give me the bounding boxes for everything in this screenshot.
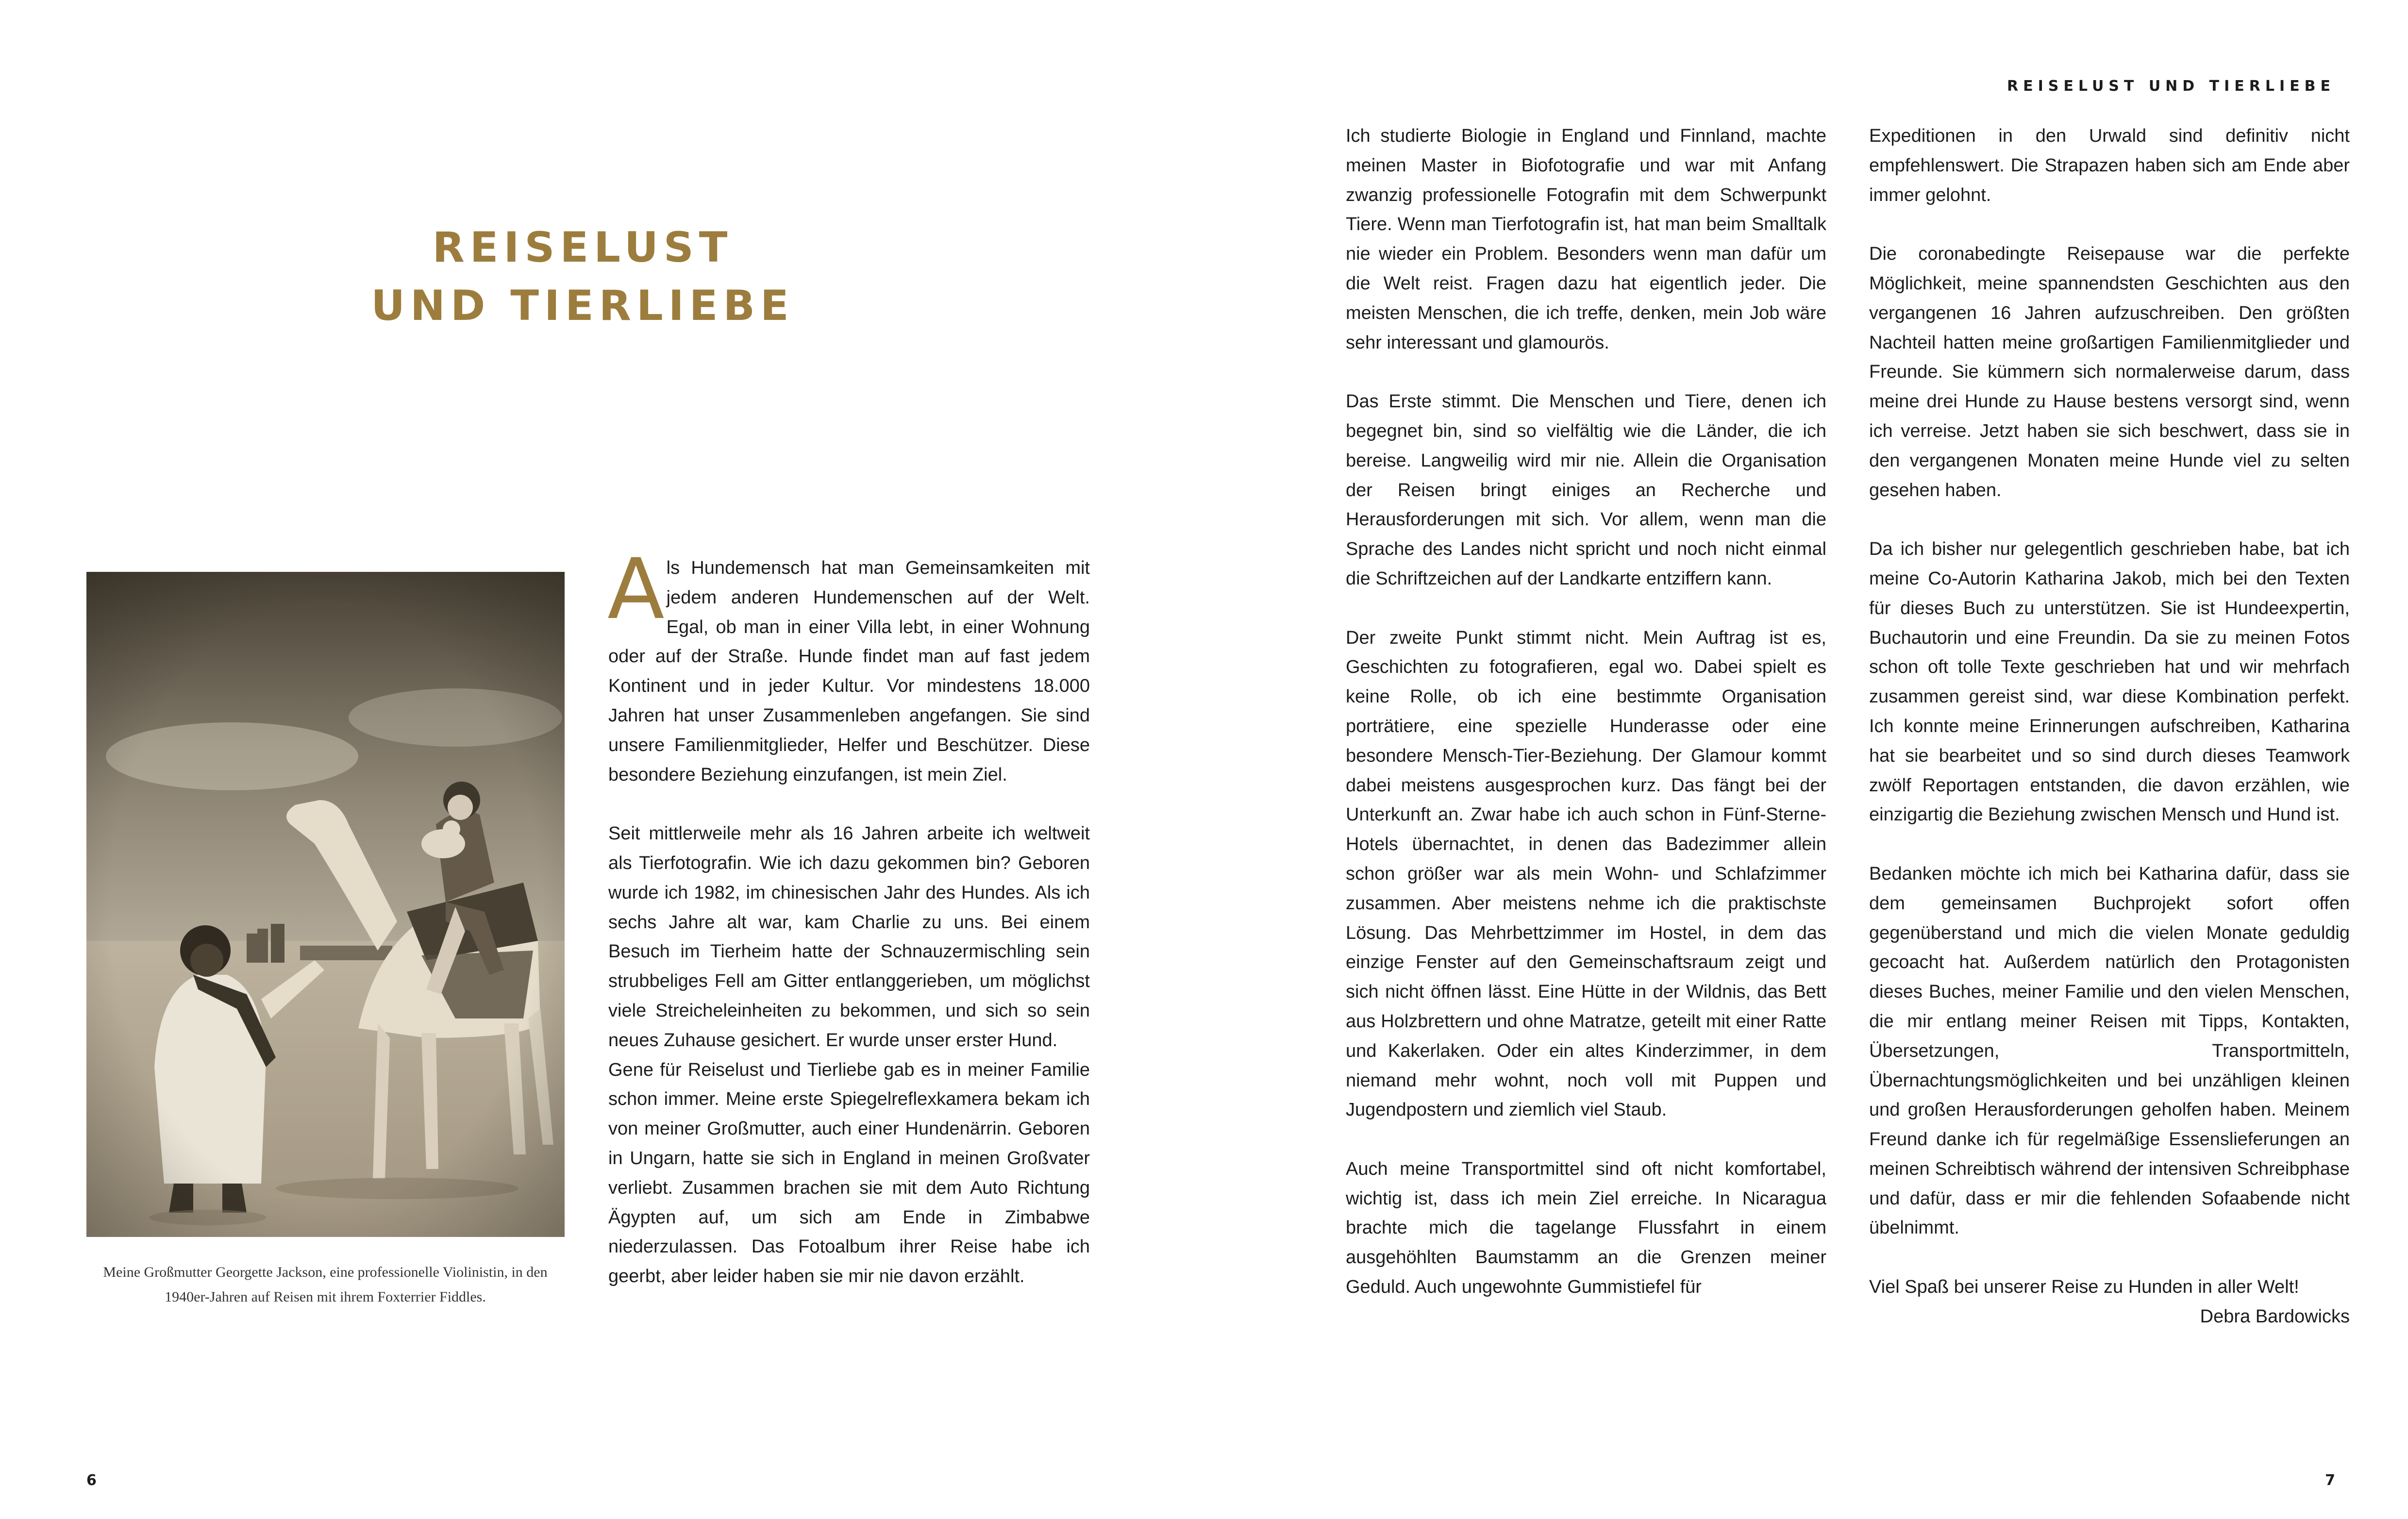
running-head: REISELUST UND TIERLIEBE bbox=[2007, 78, 2335, 95]
body-paragraph: Das Erste stimmt. Die Menschen und Tiere, denen ich begegnet bin, sind so vielfältig wie die Länder, die ich bereise. Langweilig wird mir nie. Allein die Organisation der Reisen bringt einiges an Recherche und Herausforderungen mit sich. Vor allem, wenn man die Sprache des Landes nicht spricht und noch nicht einmal die Schriftzeichen auf der Landkarte entziffern kann. bbox=[1346, 391, 1826, 589]
photo-caption: Meine Großmutter Georgette Jackson, eine professionelle Violinistin, in den 1940er-Jahren auf Reisen mit ihrem Foxterrier Fiddles. bbox=[103, 1264, 548, 1305]
text-column-1 bbox=[607, 540, 1090, 1291]
body-paragraph: Seit mittlerweile mehr als 16 Jahren arbeite ich weltweit als Tierfotografin. Wie ich dazu gekommen bin? Geboren wurde ich 1982, im chinesischen Jahr des Hundes. Als ich sechs Jahre alt war, kam Charlie zu uns. Bei einem Besuch im Tierheim hatte der Schnauzermischling sein strubbeliges Fell am Gitter entlanggerieben, um möglichst viele Streicheleinheiten zu bekommen, und sich so sein neues Zuhause gesichert. Er wurde unser erster Hund. bbox=[608, 823, 1090, 1051]
vintage-photo bbox=[86, 572, 565, 1237]
chapter-title bbox=[311, 218, 854, 335]
chapter-title-line-1: REISELUST bbox=[432, 223, 733, 272]
paragraph-text: ls Hundemensch hat man Gemeinsamkeiten mit jedem anderen Hundemenschen auf der Welt. Egal, ob man in einer Villa lebt, in einer Wohnung oder auf der Straße. Hunde findet man auf fast jedem Kontinent und in jeder Kultur. Vor mindestens 18.000 Jahren hat unser Zusammenleben angefangen. Sie sind unsere Familienmitglieder, Helfer und Beschützer. Diese besondere Beziehung einzufangen, ist mein Ziel. bbox=[608, 558, 1090, 785]
page-number-right: 7 bbox=[2325, 1472, 2335, 1489]
text-column-2 bbox=[1346, 121, 1826, 1302]
text-column-3 bbox=[1869, 121, 2350, 1361]
body-paragraph: Gene für Reiselust und Tierliebe gab es in meiner Familie schon immer. Meine erste Spiegelreflexkamera bekam ich von meiner Großmutter, auch einer Hundenärrin. Geboren in Ungarn, hatte sie sich in England in meinen Großvater verliebt. Zusammen brachen sie mit dem Auto Richtung Ägypten auf, um sich am Ende in Zimbabwe niederzulassen. Das Fotoalbum ihrer Reise habe ich geerbt, aber leider haben sie mir nie davon erzählt. bbox=[608, 1059, 1090, 1287]
drop-cap: A bbox=[607, 540, 665, 638]
body-paragraph: Ich studierte Biologie in England und Finnland, machte meinen Master in Biofotografie und war mit Anfang zwanzig professionelle Fotografin mit dem Schwerpunkt Tiere. Wenn man Tierfotografin ist, hat man beim Smalltalk nie wieder ein Problem. Besonders wenn man dafür um die Welt reist. Fragen dazu hat eigentlich jeder. Die meisten Menschen, die ich treffe, denken, mein Job wäre sehr interessant und glamourös. bbox=[1346, 126, 1826, 353]
body-paragraph: Da ich bisher nur gelegentlich geschrieben habe, bat ich meine Co-Autorin Katharina Jakob, mich bei den Texten für dieses Buch zu unterstützen. Sie ist Hundeexpertin, Buchautorin und eine Freundin. Da sie zu meinen Fotos schon oft tolle Texte geschrieben hat und wir mehrfach zusammen gereist sind, war diese Kombination perfekt. Ich konnte meine Erinnerungen aufschreiben, Katharina hat sie bearbeitet und so sind durch dieses Teamwork zwölf Reportagen entstanden, die davon erzählen, wie einzigartig die Beziehung zwischen Mensch und Hund ist. bbox=[1869, 539, 2350, 825]
photo-camel-rider-illustration bbox=[86, 572, 565, 1237]
closing-line: Viel Spaß bei unserer Reise zu Hunden in aller Welt! bbox=[1869, 1277, 2299, 1298]
chapter-title-line-2: UND TIERLIEBE bbox=[371, 282, 794, 330]
body-paragraph: Expeditionen in den Urwald sind definitiv nicht empfehlenswert. Die Strapazen haben sich am Ende aber immer gelohnt. bbox=[1869, 126, 2350, 205]
page-number-left: 6 bbox=[86, 1472, 97, 1489]
body-paragraph bbox=[607, 540, 1090, 789]
body-paragraph: Die coronabedingte Reisepause war die perfekte Möglichkeit, meine spannendsten Geschichten aus den vergangenen 16 Jahren aufzuschreiben. Den größten Nachteil hatten meine großartigen Familienmitglieder und Freunde. Sie kümmern sich normalerweise darum, dass meine drei Hunde zu Hause bestens versorgt sind, wenn ich verreise. Jetzt haben sie sich beschwert, dass sie in den vergangenen Monaten meine Hunde viel zu selten gesehen haben. bbox=[1869, 244, 2350, 501]
body-paragraph: Auch meine Transportmittel sind oft nicht komfortabel, wichtig ist, dass ich mein Ziel erreiche. In Nicaragua brachte mich die tagelange Flussfahrt in einem ausgehöhlten Baumstamm an die Grenzen meiner Geduld. Auch ungewohnte Gummistiefel für bbox=[1346, 1158, 1826, 1298]
author-signature: Debra Bardowicks bbox=[2200, 1306, 2350, 1327]
body-paragraph: Bedanken möchte ich mich bei Katharina dafür, dass sie dem gemeinsamen Buchprojekt sofort offen gegenüberstand und mich die vielen Monate geduldig gecoacht hat. Außerdem natürlich den Protagonisten dieses Buches, meiner Familie und den vielen Menschen, die mir entlang meiner Reisen mit Tipps, Kontakten, Übersetzungen, Transportmitteln, Übernachtungsmöglichkeiten und bei unzähligen kleinen und großen Herausforderungen geholfen haben. Meinem Freund danke ich für regelmäßige Essenslieferungen an meinen Schreibtisch während der intensiven Schreibphase und dafür, dass er mir die fehlenden Sofaabende nicht übelnimmt. bbox=[1869, 863, 2350, 1238]
body-paragraph: Der zweite Punkt stimmt nicht. Mein Auftrag ist es, Geschichten zu fotografieren, egal wo. Dabei spielt es keine Rolle, ob ich eine bestimmte Organisation porträtiere, eine spezielle Hunderasse oder eine besondere Mensch-Tier-Beziehung. Der Glamour kommt dabei meistens ausgesprochen kurz. Das fängt bei der Unterkunft an. Zwar habe ich auch schon in Fünf-Sterne-Hotels übernachtet, in denen das Badezimmer allein schon größer war als mein Wohn- und Schlafzimmer zusammen. Aber meistens nehme ich die praktischste Lösung. Das Mehrbettzimmer im Hostel, in dem das einzige Fenster auf den Gemeinschaftsraum zeigt und sich nicht öffnen lässt. Eine Hütte in der Wildnis, das Bett aus Holzbrettern und ohne Matratze, geteilt mit einer Ratte und Kakerlaken. Oder ein altes Kinderzimmer, in dem niemand mehr wohnt, noch voll mit Puppen und Jugendpostern und ziemlich viel Staub. bbox=[1346, 627, 1826, 1120]
